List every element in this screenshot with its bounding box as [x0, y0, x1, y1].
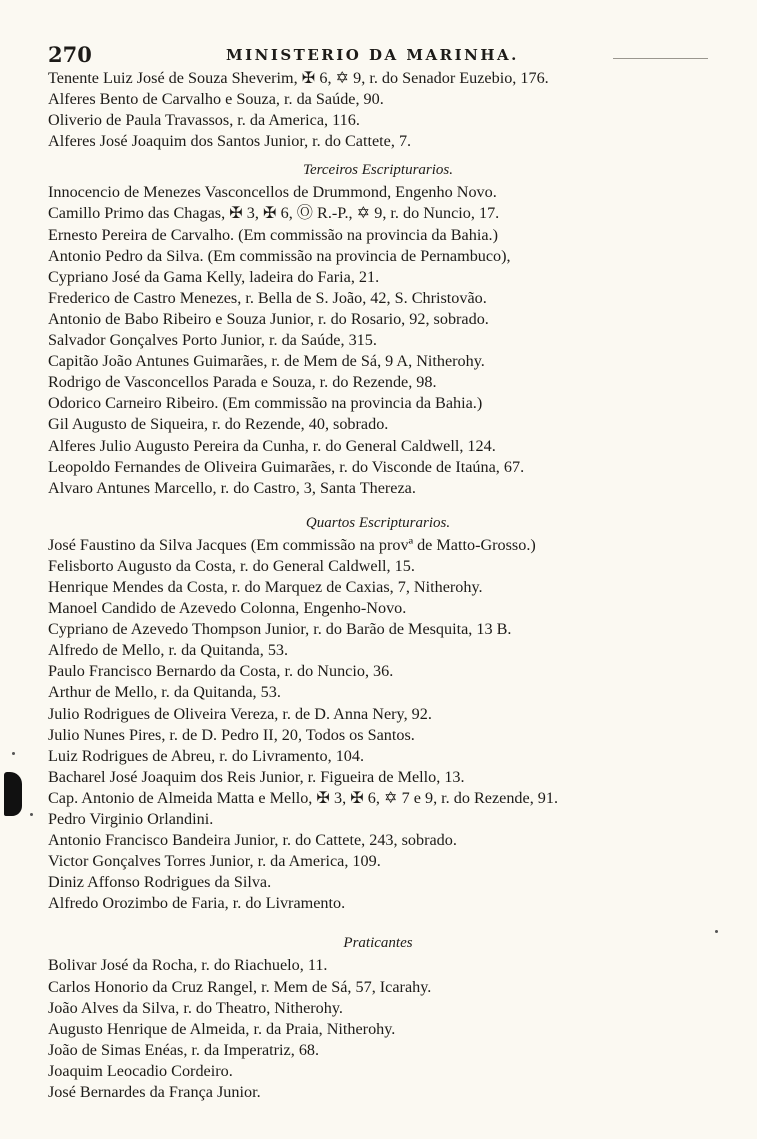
- section-heading: Terceiros Escripturarios.: [302, 162, 453, 179]
- page-number: 270: [48, 42, 92, 67]
- register-entry: Gil Augusto de Siqueira, r. do Rezende, 40, sobrado.: [48, 415, 389, 434]
- register-entry: Frederico de Castro Menezes, r. Bella de S. João, 42, S. Christovão.: [48, 288, 487, 307]
- register-entry: Alfredo Orozimbo de Faria, r. do Livramento.: [48, 894, 346, 913]
- register-entry: Manoel Candido de Azevedo Colonna, Engenho-Novo.: [48, 599, 407, 618]
- ink-speck: [30, 813, 33, 816]
- register-entry: Luiz Rodrigues de Abreu, r. do Livramento, 104.: [48, 746, 365, 765]
- register-entry: Paulo Francisco Bernardo da Costa, r. do Nuncio, 36.: [48, 662, 394, 681]
- register-entry: Joaquim Leocadio Cordeiro.: [48, 1061, 233, 1080]
- register-entry: Cypriano José da Gama Kelly, ladeira do Faria, 21.: [48, 267, 380, 286]
- register-entry: Leopoldo Fernandes de Oliveira Guimarães, r. do Visconde de Itaúna, 67.: [48, 457, 525, 476]
- register-entry: Augusto Henrique de Almeida, r. da Praia, Nitherohy.: [48, 1019, 396, 1038]
- register-entry: Henrique Mendes da Costa, r. do Marquez de Caxias, 7, Nitherohy.: [48, 577, 483, 596]
- register-entry: Antonio Pedro da Silva. (Em commissão na provincia de Pernambuco),: [48, 246, 511, 265]
- register-entry: Julio Rodrigues de Oliveira Vereza, r. de D. Anna Nery, 92.: [48, 704, 432, 723]
- header-rule: [613, 58, 708, 59]
- register-entry: Bacharel José Joaquim dos Reis Junior, r. Figueira de Mello, 13.: [48, 767, 465, 786]
- register-entry: João de Simas Enéas, r. da Imperatriz, 68.: [48, 1040, 320, 1059]
- register-entry: Oliverio de Paula Travassos, r. da America, 116.: [48, 111, 360, 130]
- register-entry: João Alves da Silva, r. do Theatro, Nitherohy.: [48, 998, 343, 1017]
- register-entry: Diniz Affonso Rodrigues da Silva.: [48, 873, 272, 892]
- register-entry: Cypriano de Azevedo Thompson Junior, r. do Barão de Mesquita, 13 B.: [48, 620, 512, 639]
- register-list: [48, 68, 708, 1103]
- register-entry: Alferes José Joaquim dos Santos Junior, r. do Cattete, 7.: [48, 132, 412, 151]
- register-entry: Alvaro Antunes Marcello, r. do Castro, 3, Santa Thereza.: [48, 478, 416, 497]
- ink-blot-mark: [4, 772, 22, 816]
- register-entry: Felisborto Augusto da Costa, r. do General Caldwell, 15.: [48, 556, 415, 575]
- register-entry: Capitão João Antunes Guimarães, r. de Mem de Sá, 9 A, Nitherohy.: [48, 352, 485, 371]
- section-heading: Quartos Escripturarios.: [305, 514, 451, 531]
- register-entry: José Faustino da Silva Jacques (Em commissão na provª de Matto-Grosso.): [48, 535, 536, 554]
- register-entry: Cap. Antonio de Almeida Matta e Mello, ✠ 3, ✠ 6, ✡ 7 e 9, r. do Rezende, 91.: [48, 788, 559, 807]
- page-header: [48, 40, 708, 70]
- running-title: MINISTERIO DA MARINHA.: [226, 46, 519, 64]
- register-entry: Ernesto Pereira de Carvalho. (Em commissão na provincia da Bahia.): [48, 225, 498, 244]
- register-entry: Bolivar José da Rocha, r. do Riachuelo, 11.: [48, 956, 328, 975]
- register-entry: Julio Nunes Pires, r. de D. Pedro II, 20, Todos os Santos.: [48, 725, 415, 744]
- register-entry: Arthur de Mello, r. da Quitanda, 53.: [48, 683, 281, 702]
- register-entry: Camillo Primo das Chagas, ✠ 3, ✠ 6, Ⓞ R.-P., ✡ 9, r. do Nuncio, 17.: [48, 204, 500, 223]
- register-entry: José Bernardes da França Junior.: [48, 1083, 261, 1102]
- register-entry: Alfredo de Mello, r. da Quitanda, 53.: [48, 641, 289, 660]
- register-entry: Carlos Honorio da Cruz Rangel, r. Mem de Sá, 57, Icarahy.: [48, 977, 432, 996]
- ink-speck: [12, 752, 15, 755]
- register-entry: Alferes Julio Augusto Pereira da Cunha, r. do General Caldwell, 124.: [48, 436, 496, 455]
- register-entry: Antonio de Babo Ribeiro e Souza Junior, r. do Rosario, 92, sobrado.: [48, 309, 489, 328]
- register-entry: Odorico Carneiro Ribeiro. (Em commissão na provincia da Bahia.): [48, 394, 483, 413]
- register-entry: Salvador Gonçalves Porto Junior, r. da Saúde, 315.: [48, 331, 377, 350]
- register-entry: Rodrigo de Vasconcellos Parada e Souza, r. do Rezende, 98.: [48, 373, 437, 392]
- register-entry: Victor Gonçalves Torres Junior, r. da America, 109.: [48, 852, 381, 871]
- register-entry: Pedro Virginio Orlandini.: [48, 810, 214, 828]
- section-heading: Praticantes: [343, 935, 413, 952]
- register-entry: Innocencio de Menezes Vasconcellos de Drummond, Engenho Novo.: [48, 183, 497, 202]
- register-entry: Alferes Bento de Carvalho e Souza, r. da Saúde, 90.: [48, 90, 384, 109]
- ink-speck: [715, 930, 718, 933]
- register-entry: Antonio Francisco Bandeira Junior, r. do Cattete, 243, sobrado.: [48, 831, 457, 850]
- register-entry: Tenente Luiz José de Souza Sheverim, ✠ 6, ✡ 9, r. do Senador Euzebio, 176.: [48, 69, 549, 87]
